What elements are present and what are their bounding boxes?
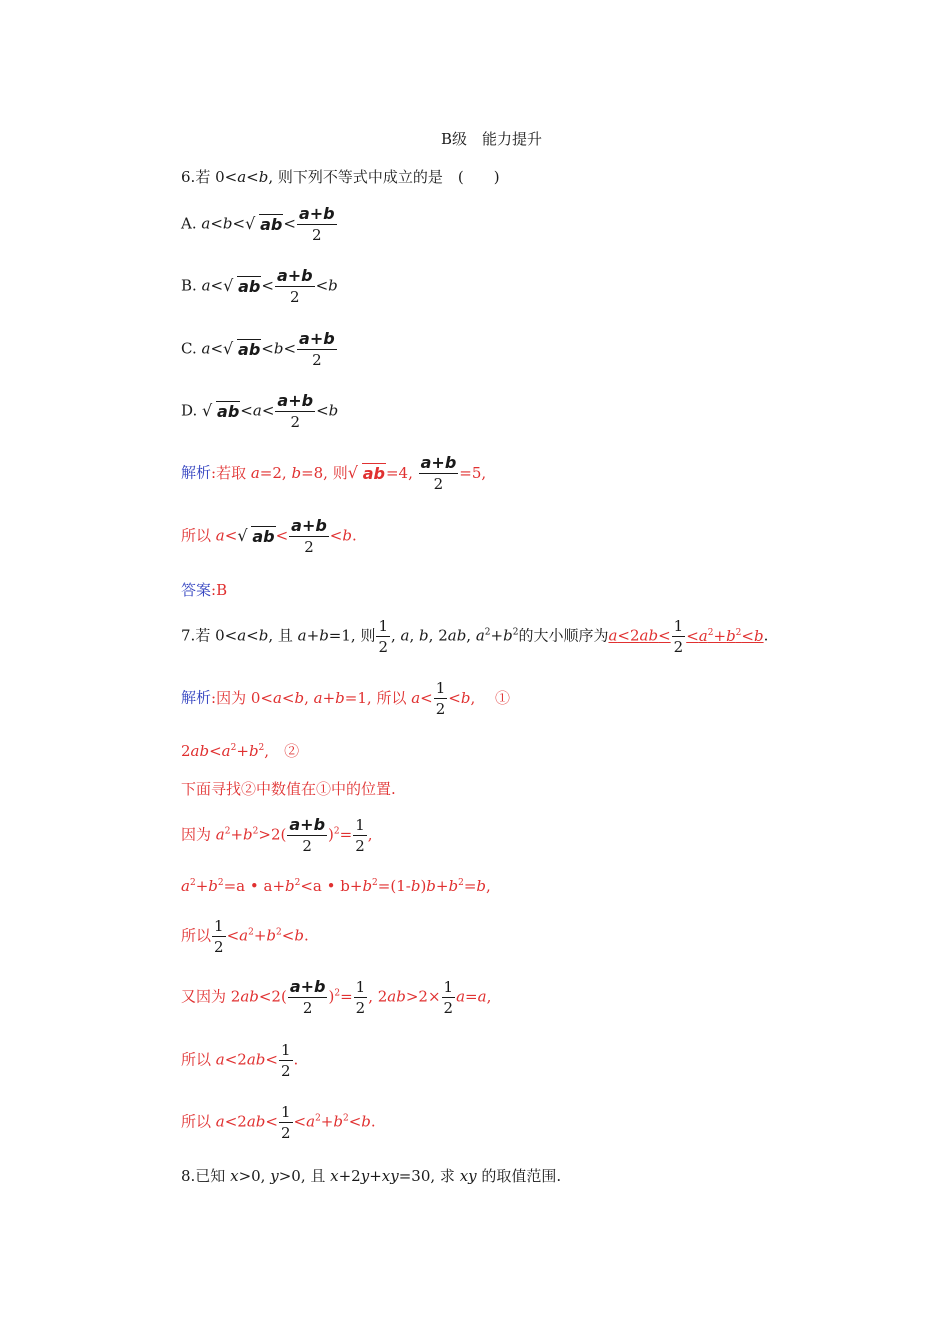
section-title: B级 能力提升 bbox=[441, 130, 543, 148]
q6-analysis: 解析:若取 a=2, b=8, 则 √ ab=4, $\frac{a+b}{2}$ =5, bbox=[181, 453, 487, 493]
q7-again-line: 又因为 2ab<2( $\frac{a+b}{2}$ )$^2$= $\frac{1}{2}$ , 2ab>2× $\frac{1}{2}$ a=a, bbox=[181, 977, 492, 1017]
q7-so4-line: 所以 a<2ab< $\frac{1}{2}$ $<a^2+b^2<b$. bbox=[181, 1103, 376, 1142]
q6-option-b: B. a< √ ab< $\frac{a+b}{2}$ <b bbox=[181, 266, 338, 306]
q6-option-d: D. √ ab<a< $\frac{a+b}{2}$ <b bbox=[181, 391, 339, 431]
q6-stem: 6.若 0<a<b, 则下列不等式中成立的是 ( ) bbox=[181, 168, 500, 186]
q6-answer: 答案:B bbox=[181, 581, 228, 599]
q8-stem: 8.已知 x>0, y>0, 且 x+2y+xy=30, 求 xy 的取值范围. bbox=[181, 1167, 562, 1185]
q7-stem: 7.若 0<a<b, 且 a+b=1, 则 $\frac{1}{2}$ , a, b, 2ab, $a^2+b^2$的大小顺序为a<2ab< $\frac{1}{2}$ $<a^2+b^2<b$. bbox=[181, 617, 769, 656]
q6-conclusion: 所以 a< √ ab< $\frac{a+b}{2}$ <b. bbox=[181, 516, 357, 556]
q7-line-2ab: $2ab<a^2+b^2$, ② bbox=[181, 742, 300, 760]
q7-find-line: 下面寻找②中数值在①中的位置. bbox=[181, 780, 396, 798]
q7-so3-line: 所以 a<2ab< $\frac{1}{2}$ . bbox=[181, 1041, 299, 1080]
q7-because-line: 因为 $a^2+b^2>2$( $\frac{a+b}{2}$ )$^2$= $\frac{1}{2}$ , bbox=[181, 815, 373, 855]
q6-option-c: C. a< √ ab<b< $\frac{a+b}{2}$ bbox=[181, 329, 335, 369]
q7-analysis: 解析:因为 0<a<b, a+b=1, 所以 a< $\frac{1}{2}$ <b, ① bbox=[181, 679, 511, 718]
q7-sum-line: $a^2+b^2=a$ • $a+b^2<a$ • $b+b^2=(1-b)b+b^2=b$, bbox=[181, 877, 491, 895]
q6-option-a: A. a<b< √ ab< $\frac{a+b}{2}$ bbox=[181, 204, 335, 244]
q7-so-line: 所以 $\frac{1}{2}$ $<a^2+b^2<b$. bbox=[181, 917, 309, 956]
